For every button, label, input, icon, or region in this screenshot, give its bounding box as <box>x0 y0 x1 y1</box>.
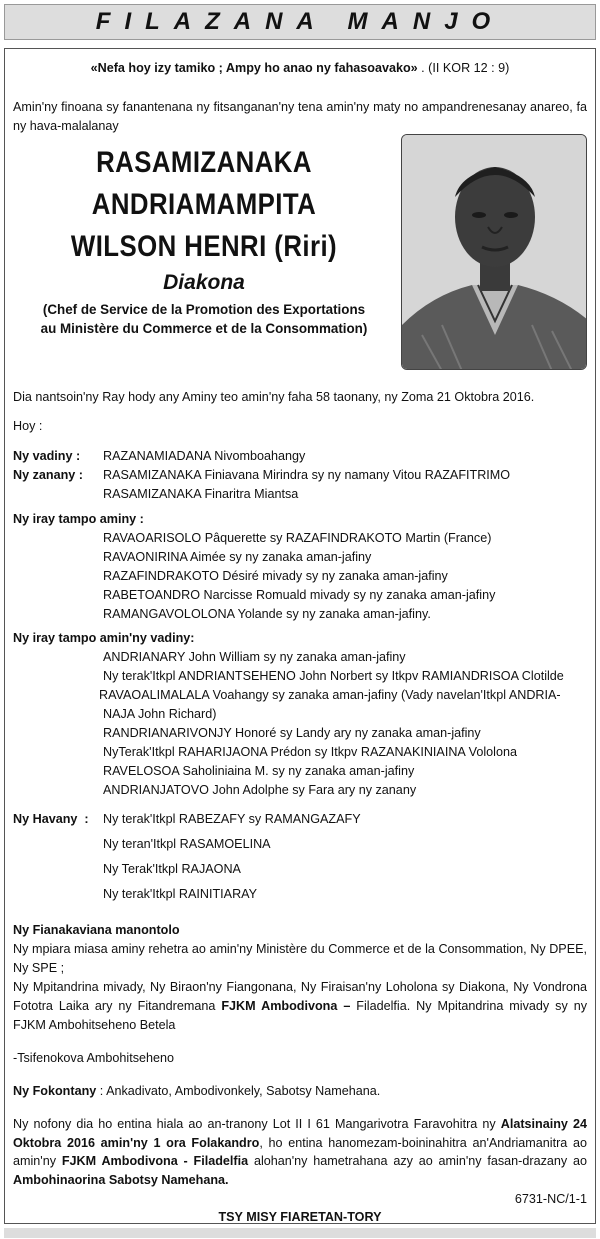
verse-reference: . (II KOR 12 : 9) <box>417 61 510 75</box>
list-item: ANDRIANJATOVO John Adolphe sy Fara ary ny zanany <box>103 782 417 797</box>
vadiny-separator: : <box>76 449 81 464</box>
fokontany <box>13 1082 587 1101</box>
deceased-name-line: ANDRIAMAMPITA <box>91 187 317 221</box>
zanany-label: Ny zanany <box>13 468 76 483</box>
list-item: Ny terak'Itkpl ANDRIANTSEHENO John Norbert sy Itkpv RAMIANDRISOA Clotilde <box>103 669 564 684</box>
tampo-aminy-separator: : <box>136 512 144 527</box>
zanany-separator: : <box>78 468 83 483</box>
tampo-aminy-label: Ny iray tampo aminy <box>13 512 137 527</box>
list-item: Ny Terak'Itkpl RAJAONA <box>103 862 241 877</box>
list-item: RANDRIANARIVONJY Honoré sy Landy ary ny zanaka aman-jafiny <box>103 725 481 740</box>
text-run: alohan'ny hametrahana azy ao amin'ny fasan-drazany ao <box>248 1154 588 1169</box>
tsifenokova: -Tsifenokova Ambohitseheno <box>13 1050 175 1065</box>
vadiny-name: RAZANAMIADANA Nivomboahangy <box>103 449 306 464</box>
hoy-label: Hoy : <box>13 418 43 433</box>
tampo-vadiny-label: Ny iray tampo amin'ny vadiny <box>13 631 191 646</box>
reference-code: 6731-NC/1-1 <box>514 1192 587 1207</box>
portrait-photo <box>401 134 587 370</box>
intro-text: Amin'ny finoana sy fanantenana ny fitsanganan'ny tena amin'ny maty no ampandrenesanay anareo, fa ny hava-malalanay <box>13 99 587 133</box>
text-run: Ny nofony dia ho entina hiala ao an-tranony Lot II I 61 Mangarivotra Faravohitra ny <box>13 1116 501 1131</box>
page-title: FILAZANA MANJO <box>95 8 505 35</box>
funeral-details <box>13 1115 587 1191</box>
list-item: RAVAONIRINA Aimée sy ny zanaka aman-jafiny <box>103 549 372 564</box>
list-item: RAMANGAVOLOLONA Yolande sy ny zanaka aman-jafiny. <box>103 606 431 621</box>
text-run: , ho entina hanomezam-boininahitra an'Andriamanitra ao amin'ny <box>13 1135 588 1169</box>
death-notice: Dia nantsoin'ny Ray hody any Aminy teo amin'ny faha 58 taonany, ny Zoma 21 Oktobra 2016. <box>13 389 535 404</box>
obituary-notice <box>4 4 596 1232</box>
closing-note: TSY MISY FIARETAN-TORY <box>218 1210 382 1225</box>
list-item: Ny terak'Itkpl RABEZAFY sy RAMANGAZAFY <box>103 812 361 827</box>
family-relatives <box>13 807 587 907</box>
family-in-laws <box>13 629 587 799</box>
family-children <box>13 466 587 504</box>
fokontany-text: : Ankadivato, Ambodivonkely, Sabotsy Namehana. <box>96 1083 381 1098</box>
list-item: RAVAOALIMALALA Voahangy sy zanaka aman-jafiny (Vady navelan'Itkpl ANDRIA- <box>99 688 561 703</box>
text-run-bold: Alatsinainy 24 Oktobra 2016 amin'ny 1 ora Folakandro <box>13 1116 587 1150</box>
fianakaviana-line <box>13 978 587 1035</box>
list-item: Ny terak'Itkpl RAINITIARAY <box>103 887 258 902</box>
tampo-vadiny-separator: : <box>190 631 195 646</box>
bible-verse <box>13 59 587 78</box>
list-item: RAVELOSOA Saholiniaina M. sy ny zanaka aman-jafiny <box>103 763 415 778</box>
zanany-item: RASAMIZANAKA Finaritra Miantsa <box>103 487 299 502</box>
notice-body <box>4 48 596 1224</box>
text-run: Ny Mpitandrina mivady, Ny Biraon'ny Fiangonana, Ny Firaisan'ny Loholona sy Diakona, Ny Vondrona Fototra Laika ary ny Fitandremana <box>13 980 587 1014</box>
verse-quote: «Nefa hoy izy tamiko ; Ampy ho anao ny fahasoavako» <box>90 61 418 75</box>
family-spouse <box>13 447 587 466</box>
portrait-illustration <box>402 135 587 370</box>
list-item: NyTerak'Itkpl RAHARIJAONA Prédon sy Itkpv RAZANAKINIAINA Vololona <box>103 744 517 759</box>
deceased-position <box>13 300 395 338</box>
list-item: Ny teran'Itkpl RASAMOELINA <box>103 837 271 852</box>
fianakaviana-label: Ny Fianakaviana manontolo <box>13 923 180 938</box>
fianakaviana-line: Ny mpiara miasa aminy rehetra ao amin'ny Ministère du Commerce et de la Consommation, Ny DPEE, Ny SPE ; <box>13 942 587 976</box>
text-run-bold: FJKM Ambodivona – <box>221 999 351 1014</box>
fianakaviana-section <box>13 921 587 1034</box>
footer-bar <box>4 1228 596 1238</box>
zanany-item: RASAMIZANAKA Finiavana Mirindra sy ny namany Vitou RAZAFITRIMO <box>103 468 511 483</box>
list-item: ANDRIANARY John William sy ny zanaka aman-jafiny <box>103 650 406 665</box>
havany-label: Ny Havany <box>13 812 78 827</box>
fokontany-label: Ny Fokontany <box>13 1083 97 1098</box>
family-siblings <box>13 510 587 623</box>
deceased-role: Diakona <box>163 270 245 294</box>
havany-separator: : <box>84 812 89 827</box>
list-item: RABETOANDRO Narcisse Romuald mivady sy ny zanaka aman-jafiny <box>103 587 496 602</box>
header-bar <box>4 4 596 40</box>
list-item: NAJA John Richard) <box>103 707 217 722</box>
position-line: au Ministère du Commerce et de la Consommation) <box>40 320 368 336</box>
deceased-name-block <box>13 142 395 338</box>
text-run-bold: Ambohinaorina Sabotsy Namehana. <box>13 1173 229 1188</box>
text-run: Filadelfia. Ny Mpitandrina mivady sy ny FJKM Ambohitseheno Betela <box>13 999 588 1032</box>
deceased-name-line: RASAMIZANAKA <box>96 145 312 179</box>
list-item: RAZAFINDRAKOTO Désiré mivady sy ny zanaka aman-jafiny <box>103 568 448 583</box>
position-line: (Chef de Service de la Promotion des Exportations <box>42 301 366 317</box>
list-item: RAVAOARISOLO Pâquerette sy RAZAFINDRAKOTO Martin (France) <box>103 531 492 546</box>
deceased-name-line: WILSON HENRI (Riri) <box>70 229 338 263</box>
text-run-bold: FJKM Ambodivona - Filadelfia <box>61 1154 249 1169</box>
deceased-section <box>13 142 587 378</box>
vadiny-label: Ny vadiny <box>13 449 73 464</box>
